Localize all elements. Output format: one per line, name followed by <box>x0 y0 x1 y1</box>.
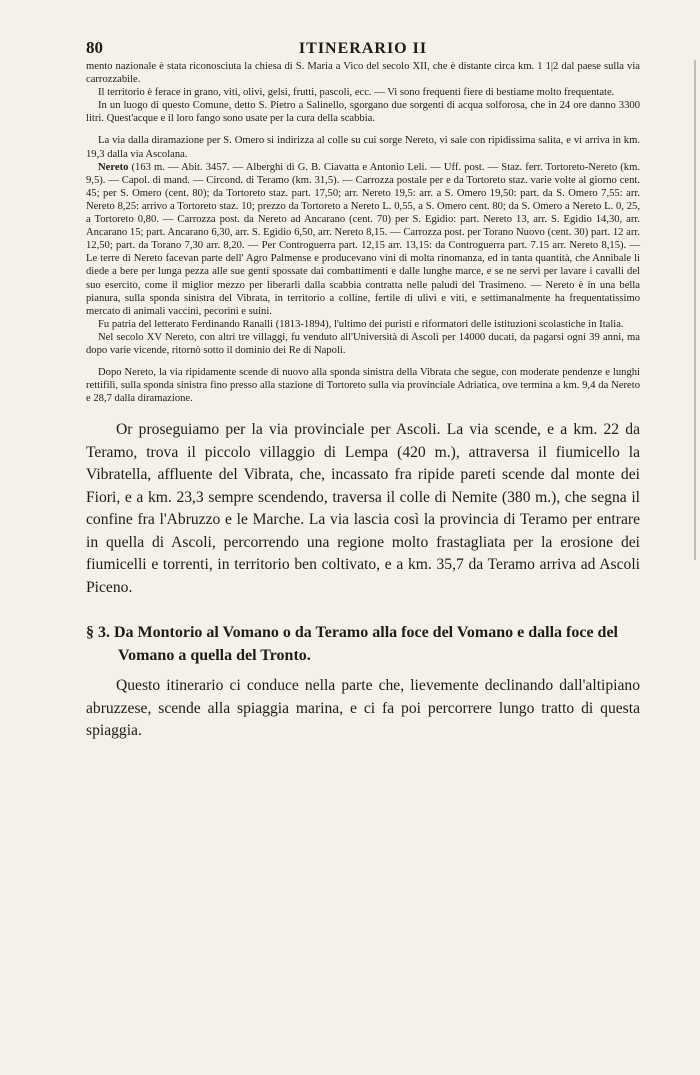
paragraph-nereto <box>86 161 640 318</box>
paragraph: Or proseguiamo per la via provinciale per Ascoli. La via scende, e a km. 22 da Teramo, trova il piccolo villaggio di Lempa (420 m.), attraversa il fiumicello la Vibratella, affluente del Vibrata, che, incassato fra ripide pareti scende dal monte dei Fiori, e a km. 23,3 sempre scendendo, traversa il colle di Nemite (380 m.), che segna il confine fra l'Abruzzo e le Marche. La via lascia così la provincia di Teramo per entrare in quella di Ascoli, percorrendo una regione molto frastagliata per la erosione dei fiumicelli e torrenti, in territorio ben coltivato, e a km. 35,7 da Teramo arriva ad Ascoli Piceno. <box>86 421 640 596</box>
paragraph: Dopo Nereto, la via ripidamente scende di nuovo alla sponda sinistra della Vibrata che segue, con moderate pendenze e lunghi rettifili, sulla sponda sinistra fino presso alla stazione di Tortoreto sulla via provinciale Adriatica, ove termina a km. 9,4 da Nereto e 28,7 dalla diramazione. <box>86 367 640 405</box>
small-print-block <box>86 60 640 405</box>
place-name-nereto: Nereto <box>98 161 129 173</box>
main-text-block <box>86 419 640 599</box>
paragraph: Il territorio è ferace in grano, viti, olivi, gelsi, frutti, pascoli, ecc. — Vi sono frequenti fiere di bestiame molto frequentate. <box>98 87 615 99</box>
paragraph: La via dalla diramazione per S. Omero si indirizza al colle su cui sorge Nereto, vi sale con ripidissima salita, e vi arriva in km. 19,3 dalla via Ascolana. <box>86 135 640 160</box>
paragraph: mento nazionale è stata riconosciuta la chiesa di S. Maria a Vico del secolo XII, che è distante circa km. 1 1|2 dal paese sulla via carrozzabile. <box>86 61 640 86</box>
section-intro-block <box>86 675 640 743</box>
running-head <box>86 38 640 60</box>
paragraph-body: (163 m. — Abit. 3457. — Alberghi di G. B. Ciavatta e Antonio Leli. — Uff. post. — Staz. ferr. Tortoreto-Nereto (km. 9,5). — Capol. di mand. — Circond. di Teramo (km. 31,5). — Carrozza postale per e da Tortoreto staz. varie volte al giorno cent. 45; per S. Omero (cent. 80); da Tortoreto staz. part. 17,50; arr. Nereto 19,5: arr. a S. Omero 19,50: part. da S. Omero 7,55: arr. Nereto 8,25: arrivo a Tortoreto staz. 10; prezzo da Tortoreto a Nereto L. 0,55, a S. Omero cent. 80; da S. Omero a Nereto L. 0, 25, a Tortoreto 0,80. — Carrozza post. da Nereto ad Ancarano (cent. 70) per S. Egidio: part. Nereto 13, arr. S. Egidio 14,30, arr. Ancarano 15; part. Ancarano 6,30, arr. S. Egidio 6,50, arr. Nereto 8,15. — Carrozza post. per Torano Nuovo (cent. 30) part. 12 arr. 12,50; part. da Torano 7,30 arr. 8,20. — Per Controguerra part. 12,15 arr. 13,15: da Controguerra part. 7.15 arr. Nereto 8,15). — Le terre di Nereto facevan parte dell' Agro Palmense e producevano vini di molta rinomanza, ed in tanta quantità, che Annibale li diede a bere per lunga pezza alle sue genti spossate dai combattimenti e dalle lunghe marce, e se ne servì per lavare i cavalli del suo esercito, come il miglior mezzo per liberarli dalla scabbia contratta nelle paludi del Trasimeno. — Nereto è in una bella pianura, sulla sponda sinistra del Vibrata, in territorio a colline, fertile di ulivi e viti, e settimanalmente ha frequentatissimo mercato di animali vaccini, pecorini e suini. <box>86 161 640 317</box>
paragraph: Questo itinerario ci conduce nella parte che, lievemente declinando dall'altipiano abruzzese, scende alla spiaggia marina, e ci fa poi percorrere lungo tratto di questa spiaggia. <box>86 677 640 740</box>
page-edge-shadow <box>694 60 696 560</box>
paragraph: In un luogo di questo Comune, detto S. Pietro a Salinello, sgorgano due sorgenti di acqua solforosa, che in 24 ore danno 3300 litri. Quest'acque e il loro fango sono usate per la cura della scabbia. <box>86 100 640 125</box>
page-number: 80 <box>86 38 103 57</box>
section-heading: § 3. Da Montorio al Vomano o da Teramo alla foce del Vomano e dalla foce del Vomano a quella del Tronto. <box>86 624 618 665</box>
book-page <box>86 38 640 743</box>
running-title: ITINERARIO II <box>298 40 428 57</box>
paragraph: Nel secolo XV Nereto, con altri tre villaggi, fu venduto all'Università di Ascoli per 14000 ducati, da pagarsi ogni 39 anni, ma dopo varie vicende, ritornò sotto il dominio dei Re di Napoli. <box>86 331 640 356</box>
paragraph: Fu patria del letterato Ferdinando Ranalli (1813-1894), l'ultimo dei puristi e riformatori delle istituzioni scolastiche in Italia. <box>98 318 624 330</box>
